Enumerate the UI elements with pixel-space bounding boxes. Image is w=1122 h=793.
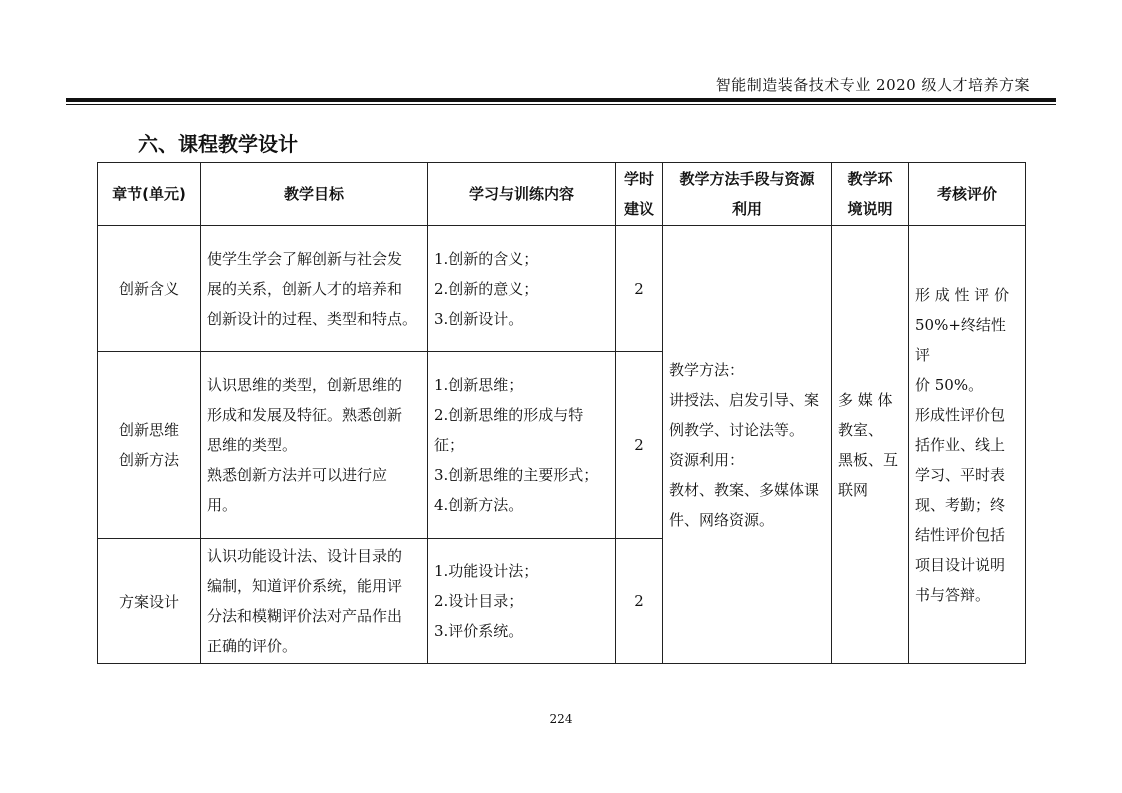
cell-hours: 2: [616, 352, 663, 539]
header-methods-line: 利用: [731, 200, 762, 218]
content-line: 2.设计目录；: [434, 592, 524, 610]
header-goal: 教学目标: [201, 163, 428, 226]
content-line: 2.创新思维的形成与特: [434, 406, 584, 424]
assessment-line: 形成性评价包: [915, 405, 1006, 424]
goal-line: 使学生学会了解创新与社会发: [207, 249, 403, 268]
methods-line: 件、网络资源。: [669, 510, 775, 529]
cell-hours: 2: [616, 226, 663, 352]
goal-line: 形成和发展及特征。熟悉创新: [207, 406, 403, 424]
assessment-line: 项目设计说明: [915, 555, 1006, 574]
header-chapter: 章节(单元): [98, 163, 201, 226]
content-line: 1.创新的含义；: [434, 249, 539, 268]
cell-goal: [201, 352, 428, 539]
chapter-line: 创新含义: [118, 280, 179, 298]
cell-content: [428, 352, 616, 539]
goal-line: 编制，知道评价系统，能用评: [207, 577, 403, 595]
content-line: 征；: [434, 436, 465, 454]
assessment-line: 书与答辩。: [915, 585, 991, 604]
chapter-line: 创新方法: [118, 451, 179, 469]
header-environment-line: 境说明: [847, 200, 893, 218]
header-environment-line: 教学环: [847, 170, 893, 188]
chapter-line: 创新思维: [118, 421, 179, 439]
content-line: 2.创新的意义；: [434, 279, 539, 298]
assessment-line: 形 成 性 评 价: [915, 285, 1010, 304]
chapter-line: 方案设计: [118, 592, 179, 611]
cell-goal: [201, 539, 428, 664]
content-line: 3.创新思维的主要形式；: [434, 466, 599, 484]
header-methods: [663, 163, 832, 226]
methods-line: 资源利用：: [669, 450, 745, 469]
methods-line: 教学方法：: [669, 360, 745, 379]
page-header-title: 智能制造装备技术专业 2020 级人才培养方案: [715, 76, 1030, 94]
goal-line: 正确的评价。: [207, 637, 298, 655]
environment-line: 教室、: [838, 420, 884, 439]
cell-chapter: [98, 352, 201, 539]
content-line: 3.评价系统。: [434, 622, 524, 640]
goal-line: 展的关系，创新人才的培养和: [207, 279, 403, 298]
assessment-line: 学习、平时表: [915, 465, 1006, 484]
methods-line: 例教学、讨论法等。: [669, 420, 805, 439]
header-assessment: 考核评价: [909, 163, 1026, 226]
cell-content: [428, 226, 616, 352]
cell-assessment: [909, 226, 1026, 664]
methods-line: 讲授法、启发引导、案: [669, 390, 820, 409]
course-design-table: [97, 162, 1026, 664]
content-line: 1.创新思维；: [434, 376, 524, 394]
section-title: 六、课程教学设计: [138, 132, 298, 156]
header-content: 学习与训练内容: [428, 163, 616, 226]
cell-chapter: [98, 226, 201, 352]
goal-line: 创新设计的过程、类型和特点。: [207, 309, 418, 328]
goal-line: 用。: [207, 496, 238, 514]
header-hours-line: 学时: [623, 170, 654, 188]
header-hours-line: 建议: [623, 200, 654, 218]
header-rule-thin: [66, 104, 1056, 105]
table-header-row: [98, 163, 1026, 226]
table-row: [98, 226, 1026, 352]
assessment-line: 结性评价包括: [915, 525, 1006, 544]
cell-chapter: [98, 539, 201, 664]
header-rule-thick: [66, 98, 1056, 102]
environment-line: 联网: [838, 480, 869, 499]
page-number: 224: [549, 712, 573, 726]
assessment-line: 现、考勤；终: [915, 495, 1006, 514]
goal-line: 思维的类型。: [207, 436, 298, 454]
goal-line: 分法和模糊评价法对产品作出: [207, 607, 403, 625]
cell-methods: [663, 226, 832, 664]
assessment-line: 价 50%。: [915, 375, 984, 394]
cell-content: [428, 539, 616, 664]
content-line: 1.功能设计法；: [434, 562, 539, 580]
header-environment: [832, 163, 909, 226]
assessment-line: 括作业、线上: [915, 435, 1006, 454]
goal-line: 认识思维的类型，创新思维的: [207, 376, 403, 394]
assessment-line: 50%+终结性评: [915, 315, 1006, 364]
cell-goal: [201, 226, 428, 352]
cell-hours: 2: [616, 539, 663, 664]
environment-line: 黑板、互: [838, 450, 899, 469]
content-line: 4.创新方法。: [434, 496, 524, 514]
goal-line: 认识功能设计法、设计目录的: [207, 547, 403, 565]
header-hours: [616, 163, 663, 226]
environment-line: 多 媒 体: [838, 390, 893, 409]
cell-environment: [832, 226, 909, 664]
goal-line: 熟悉创新方法并可以进行应: [207, 466, 388, 484]
header-methods-line: 教学方法手段与资源: [679, 170, 815, 188]
methods-line: 教材、教案、多媒体课: [669, 480, 820, 499]
content-line: 3.创新设计。: [434, 309, 524, 328]
